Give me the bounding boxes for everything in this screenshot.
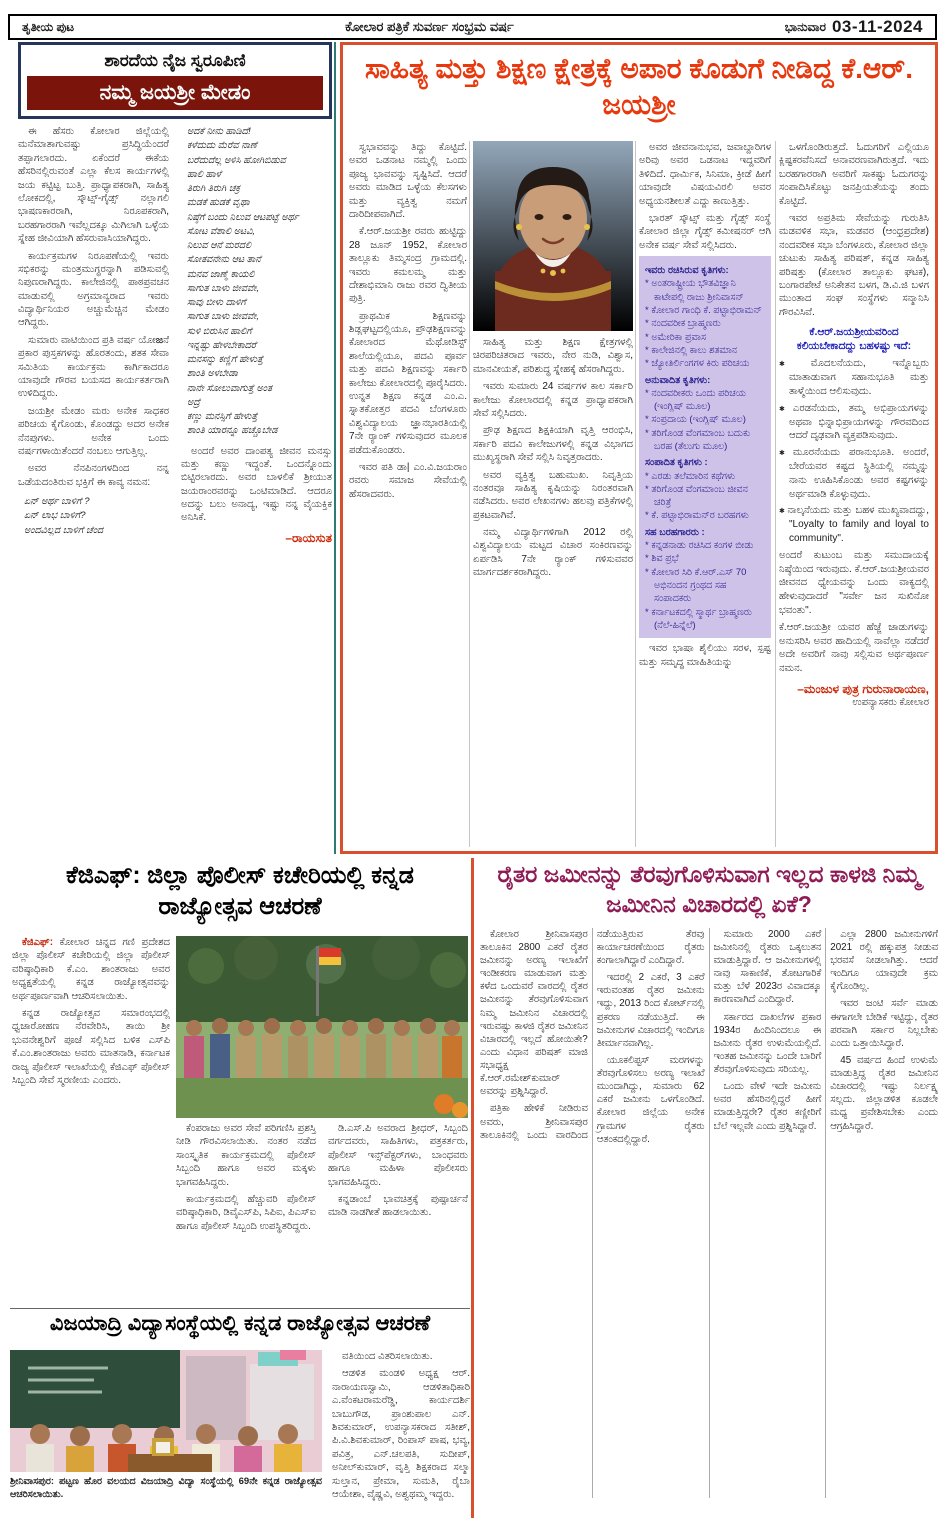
works-entry: * ಕಾಲೇಜಿನಲ್ಲಿ ಕಾಲು ಶತಮಾನ — [645, 344, 766, 357]
paragraph: 45 ವರ್ಷದ ಹಿಂದೆ ಉಳುಮೆ ಮಾಡುತ್ತಿದ್ದ ರೈತರ ಜಮೀನಿನ ವಿಚಾರದಲ್ಲಿ ಇಷ್ಟು ನಿರ್ಲಕ್ಷ್ಯ ಸಲ್ಲದು. ಜಿಲ್ಲಾಡಳಿತ ಕೂಡಲೇ ಮಧ್ಯ ಪ್ರವೇಶಿಸಬೇಕು ಎಂದು ಆಗ್ರಹಿಸಿದ್ದಾರೆ. — [830, 1054, 938, 1132]
paragraph: ಪತ್ರಿಕಾ ಹೇಳಿಕೆ ನೀಡಿರುವ ಅವರು, ಶ್ರೀನಿವಾಸಪುರ ತಾಲೂಕಿನಲ್ಲಿ ಒಂದು ವಾರದಿಂದ ನಡೆಯುತ್ತಿರುವ ತೆರವು ಕಾರ್ಯಾಚರಣೆಯಿಂದ ರೈತರು ಕಂಗಾಲಾಗಿದ್ದಾರೆ ಎಂದಿದ್ದಾರೆ. — [480, 928, 705, 1141]
works-list-box — [639, 256, 771, 638]
paragraph: ಒಂದು ವೇಳೆ ಇದೇ ಜಮೀನು ಅವರ ಹೆಸರಿನಲ್ಲಿದ್ದರೆ ಹೀಗೆ ಮಾಡುತ್ತಿದ್ದರೇ? ರೈತರ ಕಣ್ಣೀರಿಗೆ ಬೆಲೆ ಇಲ್ಲವೇ ಎಂದು ಪ್ರಶ್ನಿಸಿದ್ದಾರೆ. — [713, 1081, 822, 1132]
poem-line: ನಾನೇ ಸೋಲುವಾಗುತ್ತೆ ಅಂತ — [187, 382, 273, 394]
main-article — [340, 42, 938, 854]
main-column-1 — [349, 141, 467, 847]
closing-paragraph: ಕೆ.ಆರ್.ಜಯಶ್ರೀ ಯವರ ಹೆಜ್ಜೆ ಜಾಡುಗಳನ್ನು ಅನುಸರಿಸಿ ಅವರ ಹಾದಿಯಲ್ಲಿ ನಾವೆಲ್ಲಾ ನಡೆದರೆ ಅದೇ ಅವರಿಗೆ ನಾವು ಸಲ್ಲಿಸುವ ಅರ್ಥಪೂರ್ಣ ನಮನ. — [779, 621, 929, 675]
paragraph: ಅವರ ವ್ಯಕ್ತಿತ್ವ ಬಹುಮುಖ. ನಿವೃತ್ತಿಯ ನಂತರವೂ ಸಾಹಿತ್ಯ ಕೃಷಿಯನ್ನು ನಿರಂತರವಾಗಿ ನಡೆಸಿದರು. ಅವರ ಲೇಖನಗಳು ಹಲವು ಪತ್ರಿಕೆಗಳಲ್ಲಿ ಪ್ರಕಟವಾಗಿವೆ. — [473, 469, 633, 521]
column-rule — [469, 141, 470, 847]
works-entry: * ಕನ್ನಡನಾಡು ರಚಿಸಿದ ಕಂಗಳ ಬೀಡು — [645, 539, 766, 552]
works-entry: * ಕೋಲಾರ ಸಿರಿ ಕೆ.ಆರ್.ಎಸ್ 70 ಅಭಿನಂದನ ಗ್ರಂಥದ ಸಹ ಸಂಪಾದಕರು — [645, 566, 766, 606]
column3-tail: ಇವರ ಭಾಷಾ ಶೈಲಿಯು ಸರಳ, ಸ್ಪಷ್ಟ ಮತ್ತು ಸಮೃದ್ಧ ಮಾಹಿತಿಯನ್ನು — [639, 643, 771, 668]
masthead-center-label: ಕೋಲಾರ ಪತ್ರಿಕೆ ಸುವರ್ಣ ಸಂಭ್ರಮ ವರ್ಷ — [345, 19, 514, 34]
kgf-headline: ಕೆಜಿಎಫ್: ಜಿಲ್ಲಾ ಪೊಲೀಸ್ ಕಚೇರಿಯಲ್ಲಿ ಕನ್ನಡ ರಾಜ್ಯೋತ್ಸವ ಆಚರಣೆ — [66, 862, 414, 921]
paragraph: ಇದರಲ್ಲಿ 2 ಎಕರೆ, 3 ಎಕರೆ ಇರುವಂತಹ ರೈತರ ಜಮೀನು ಇದ್ದು, 2013 ರಿಂದ ಕೋರ್ಟ್‌ನಲ್ಲಿ ಪ್ರಕರಣ ನಡೆಯುತ್ತಿದೆ. ಈ ಜಮೀನುಗಳ ವಿಚಾರದಲ್ಲಿ ಇಂದಿಗೂ ತೀರ್ಮಾನವಾಗಿಲ್ಲ. — [596, 972, 705, 1049]
page-number-label: ತೃತೀಯ ಪುಟ — [22, 19, 75, 34]
tribute-title: ನಮ್ಮ ಜಯಶ್ರೀ ಮೇಡಂ — [27, 76, 323, 110]
paragraphs — [349, 141, 467, 501]
paragraphs — [639, 141, 771, 252]
poem-line: ಸಾಗುತ ಬಾಳು ಜೀವವೇ, — [187, 282, 259, 294]
paragraph: ಯೂಕಲಿಪ್ಟಸ್ ಮರಗಳನ್ನು ತೆರವುಗೊಳಿಸಲು ಅರಣ್ಯ ಇಲಾಖೆ ಮುಂದಾಗಿದ್ದು, ಸುಮಾರು 62 ಎಕರೆ ಜಮೀನು ಒಳಗೊಂಡಿದೆ. ಕೋಲಾರ ಜಿಲ್ಲೆಯ ಅನೇಕ ಗ್ರಾಮಗಳ ರೈತರು ಆತಂಕದಲ್ಲಿದ್ದಾರೆ. — [596, 1054, 705, 1145]
paragraph: ಕೋಲಾರ ಶ್ರೀನಿವಾಸಪುರ ತಾಲೂಕಿನ 2800 ಎಕರೆ ರೈತರ ಜಮೀನನ್ನು ಅರಣ್ಯ ಇಲಾಖೆಗೆ ಇಂಡೀಕರಣ ಮಾಡುವಾಗ ಮತ್ತು ಕಳೆದ ಒಂದುವರೆ ವಾರದಲ್ಲಿ ರೈತರ ಜಮೀನನ್ನು ತೆರವುಗೊಳಿಸುವಾಗ ನಿಮ್ಮ ಜಮೀನಿನ ವಿಚಾರದಲ್ಲಿ ಇರುವಷ್ಟು ಕಾಳಜಿ ರೈತರ ಜಮೀನಿನ ವಿಚಾರದಲ್ಲಿ ಇಲ್ಲದೆ ಹೋಯಿತೇ? ಎಂದು ವಿಧಾನ ಪರಿಷತ್ ಮಾಜಿ ಸಭಾಧ್ಯಕ್ಷ ಕೆ.ಆರ್.ರಮೇಶ್‌ಕುಮಾರ್ ಅವರನ್ನು ಪ್ರಶ್ನಿಸಿದ್ದಾರೆ. — [480, 928, 588, 1098]
poem-line: ಬರೆದುದೆಲ್ಲ ಅಳಿಸಿ ಹೋಗಿಬಿಡುವ — [187, 154, 286, 166]
paragraph: ಒಳಗೊಂಡಿರುತ್ತದೆ. ಓದುಗರಿಗೆ ಎಲ್ಲಿಯೂ ಕ್ಲಿಷ್ಟಕರವೆನಿಸದೆ ಅನಾವರಣವಾಗಿರುತ್ತದೆ. ಇದು ಬರಹಗಾರರಾಗಿ ಅವರಿಗೆ ಸಾಕಷ್ಟು ಓದುಗರನ್ನು ಸಂಪಾದಿಸಿಕೊಟ್ಟು ಜನಪ್ರಿಯತೆಯನ್ನು ತಂದು ಕೊಟ್ಟಿದೆ. — [779, 142, 929, 207]
paragraphs — [176, 1122, 468, 1233]
paragraph: ಆಡಳಿತ ಮಂಡಳಿ ಅಧ್ಯಕ್ಷ ಆರ್. ನಾರಾಯಣಸ್ವಾಮಿ, ಆಡಳಿತಾಧಿಕಾರಿ ಎ.ವೆಂಕಟರಾಮರೆಡ್ಡಿ, ಕಾರ್ಯದರ್ಶಿ ಬಾಬುಗೌಡ, ಪ್ರಾಂಶುಪಾಲ ಎನ್. ಶಿವಕುಮಾರ್, ಉಪನ್ಯಾಸಕರಾದ ಸತೀಶ್, ಪಿ.ವಿ.ಶಿವಕುಮಾರ್, ರಿಂಪಾಸ್ ಪಾಷ, ಭವ್ಯ, ಪವಿತ್ರ, ಎನ್.ಚಲಪತಿ, ಸುದೀಪ್, ಅನೀಲ್‌ಕುಮಾರ್, ವೃತ್ತಿ ಶಿಕ್ಷಕರಾದ ಸಲ್ಮಾ ಸುಲ್ತಾನ, ಪ್ರೇಮಾ, ಸುಮತಿ, ರೈಬಾ ಆಯೇಶಾ, ವೈಷ್ಣವಿ, ಅಶ್ವಥಮ್ಮ ಇದ್ದರು. — [332, 1368, 470, 1500]
masthead-date — [785, 17, 923, 37]
works-entry: * ಎರಡು ತಲೆಮಾರಿನ ಕಥೆಗಳು — [645, 470, 766, 483]
main-signature: –ಮಂಜುಳ ಪುತ್ರ ಗುರುನಾರಾಯಣ, — [797, 681, 929, 696]
police-group-photo — [176, 936, 468, 1118]
paragraph: ಕನ್ನಡಾಂಬೆ ಭಾವಚಿತ್ರಕ್ಕೆ ಪುಷ್ಪಾರ್ಚನೆ ಮಾಡಿ ನಾಡಗೀತೆ ಹಾಡಲಾಯಿತು. — [328, 1193, 468, 1219]
paragraph: ಕಾರ್ಯಕ್ರಮದಲ್ಲಿ ಹೆಚ್ಚುವರಿ ಪೊಲೀಸ್ ವರಿಷ್ಠಾಧಿಕಾರಿ, ಡಿವೈಎಸ್‌ಪಿ, ಸಿಪಿಐ, ಪಿಎಸ್‌ಐ ಹಾಗೂ ಪೊಲೀಸ್ ಸಿಬ್ಬಂದಿ ಉಪಸ್ಥಿತರಿದ್ದರು. — [176, 1193, 316, 1232]
school-right-column — [332, 1350, 470, 1518]
dateline: ಕೆಜಿಎಫ್: — [22, 937, 54, 948]
paragraph: ಭಾರತ್ ಸ್ಕೌಟ್ಸ್ ಮತ್ತು ಗೈಡ್ಸ್ ಸಂಸ್ಥೆ ಕೋಲಾರ ಜಿಲ್ಲಾ ಗೈಡ್ಸ್ ಕಮೀಷನರ್ ಆಗಿ ಅನೇಕ ವರ್ಷ ಸೇವೆ ಸಲ್ಲಿಸಿದರು. — [639, 212, 771, 251]
works-entry: * ಸಂಪ್ರದಾಯ (ಇಂಗ್ಲಿಷ್ ಮೂಲ) — [645, 413, 766, 426]
works-entry: * ಅಂತರಾಷ್ಟ್ರೀಯ ಭೌತವಿಜ್ಞಾನಿ ಕಾಟೇಪಲ್ಲಿ ರಾಜು ಶ್ರೀನಿವಾಸನ್ — [645, 277, 766, 304]
main-column-2 — [473, 141, 633, 847]
poem-line: ಮಡಕೆ ಹುಡಕೆ ವೃಥಾ — [187, 197, 250, 209]
poem-line: ಮನವ ಜಾಣ್ಮೆ ಕಾಯಲಿ — [187, 268, 255, 280]
poem-line: ಏನ್ ಲಾಭ ಬಾಳಿಗೆ? — [24, 510, 86, 522]
main-article-body — [343, 141, 935, 851]
lead-paragraph — [12, 936, 170, 1003]
paragraphs — [332, 1350, 470, 1501]
school-headline: ವಿಜಯಾದ್ರಿ ವಿದ್ಯಾಸಂಸ್ಥೆಯಲ್ಲಿ ಕನ್ನಡ ರಾಜ್ಯೋತ್ಸವ ಆಚರಣೆ — [49, 1312, 431, 1335]
paragraph: ಡಿ.ಎಸ್.ಪಿ ಅವರಾದ ಶ್ರೀಧರ್, ಸಿಬ್ಬಂದಿ ವರ್ಗದವರು, ಸಾಹಿತಿಗಳು, ಪತ್ರಕರ್ತರು, ಪೊಲೀಸ್ ಇನ್ಸ್‌ಪೆಕ್ಟರ್‌ಗಳು, ಬಾಂಧವರು ಹಾಗೂ ಮಹಿಳಾ ಪೊಲೀಸರು ಭಾಗವಹಿಸಿದ್ದರು. — [328, 1123, 468, 1188]
tribute-closing — [181, 445, 332, 525]
vertical-divider — [334, 42, 336, 854]
paragraph: ಇವರು ಸುಮಾರು 24 ವರ್ಷಗಳ ಕಾಲ ಸರ್ಕಾರಿ ಕಾಲೇಜು ಕೋಲಾರದಲ್ಲಿ ಕನ್ನಡ ಪ್ರಾಧ್ಯಾಪಕರಾಗಿ ಸೇವೆ ಸಲ್ಲಿಸಿದರು. — [473, 381, 633, 419]
paragraph: ಕನ್ನಡ ರಾಜ್ಯೋತ್ಸವ ಸಮಾರಂಭದಲ್ಲಿ ಧ್ವಜಾರೋಹಣ ನೆರವೇರಿಸಿ, ತಾಯಿ ಶ್ರೀ ಭುವನೇಶ್ವರಿಗೆ ಪೂಜೆ ಸಲ್ಲಿಸಿದ ಬಳಿಕ ಎಸ್‌ಪಿ ಕೆ.ಎಂ.ಶಾಂತರಾಜು ಅವರು ಮಾತನಾಡಿ, ಕರ್ನಾಟಕ ರಾಜ್ಯ ಪೊಲೀಸ್ ಇಲಾಖೆಯಲ್ಲಿ ಕೆಜಿಎಫ್ ಪೊಲೀಸ್ ಸಿಬ್ಬಂದಿ ಸೇವೆ ಸ್ಮರಣೀಯ ಎಂದರು. — [12, 1007, 170, 1086]
paragraph: ಇವರ ಅಪ್ರತಿಮ ಸೇವೆಯನ್ನು ಗುರುತಿಸಿ ಮಡವಳಿಕ ಸಭಾ, ಮಡವರ (ಆಂಧ್ರಪ್ರದೇಶ) ನಂದವರೀಕ ಸಭಾ ಬೆಂಗಳೂರು, ಕೋಲಾರ ಜಿಲ್ಲಾ ಚುಟುಕು ಸಾಹಿತ್ಯ ಪರಿಷತ್, ಕನ್ನಡ ಸಾಹಿತ್ಯ ಪರಿಷತ್ತು (ಕೋಲಾರ ತಾಲ್ಲೂಕು ಘಟಕ), ಬಂಗಾರಪೇಟೆ ಅನಿಕೇತನ ಬಳಗ, ಡಿ.ವಿ.ಜಿ ಬಳಗ ಮುಂತಾದ ಸಂಘ ಸಂಸ್ಥೆಗಳು ಸನ್ಮಾನಿಸಿ ಗೌರವಿಸಿವೆ. — [779, 212, 929, 318]
poem-line: ಕಳೆದುದು ಮೆರೆವ ನಾಣೆ — [187, 140, 257, 152]
poem-line: ಅದಕೆ ನೀನು ಹಾಡಿದೆ! — [187, 126, 251, 137]
paragraph: ಇವರ ಪತಿ ಡಾ| ಎಂ.ವಿ.ಜಯರಾಂ ರವರು ಸಮಾಜ ಸೇವೆಯಲ್ಲಿ ಹೆಸರಾದವರು. — [349, 461, 467, 500]
works-entry: ಅನುವಾದಿತ ಕೃತಿಗಳು: — [645, 374, 711, 386]
main-column-3 — [639, 141, 771, 847]
poem-line: ಶಾಂತಿ ಯಾರನ್ನೂ ಹಚ್ಚೊಬೇಡ — [187, 425, 278, 437]
paragraph: ಸುಮಾರು 2000 ಎಕರೆ ಜಮೀನಿನಲ್ಲಿ ರೈತರು ಒಕ್ಕಲುತನ ಮಾಡುತ್ತಿದ್ದಾರೆ. ಆ ಜಮೀನುಗಳಲ್ಲಿ ನಾವು ಸಾಕಾಣಿಕೆ, ತೋಟಗಾರಿಕೆ ಮತ್ತು ಬೆಳೆ 2023ರ ವಿವಾದಕ್ಕೂ ಕಾರಣವಾಗಿದೆ ಎಂದಿದ್ದಾರೆ. — [713, 928, 822, 1006]
tribute-kicker: ಶಾರದೆಯ ನೈಜ ಸ್ವರೂಪಿಣಿ — [104, 51, 246, 70]
day-label: ಭಾನುವಾರ — [784, 19, 826, 34]
poem-line: ಇನ್ನಷ್ಟು ಹೇಳಬೇಕಾದರೆ — [187, 339, 257, 351]
red-vertical-divider — [471, 858, 474, 1518]
paragraph: ಅವರ ನೆನಪಿನಂಗಳದಿಂದ ನನ್ನ ಒಡೆಯದಂತಿರುವ ಭಕ್ತಿಗೆ ಈ ಕಾವ್ಯ ನಮನ: — [18, 463, 169, 488]
tribute-body — [18, 125, 332, 837]
horizontal-divider — [10, 1308, 470, 1309]
poem-line: ಅದ್ರೆ — [187, 396, 201, 408]
works-entry: ಸಂಪಾದಿತ ಕೃತಿಗಳು : — [645, 457, 708, 469]
paragraphs — [473, 336, 633, 580]
lesson-item: ✱ ಮೂರನೆಯದು ಪರಾನುಭೂತಿ. ಅಂದರೆ, ಬೇರೆಯವರ ಕಷ್ಟದ ಸ್ಥಿತಿಯಲ್ಲಿ ನಮ್ಮನ್ನು ನಾನು ಊಹಿಸಿಕೊಂಡು ಅವರ ಕಷ್ಟಗಳನ್ನು ಅರ್ಥಮಾಡಿ ಕೊಳ್ಳುವುದು. — [779, 446, 929, 501]
paragraphs — [779, 141, 929, 319]
kgf-column-1 — [12, 936, 170, 1306]
tribute-headline-box — [18, 42, 332, 119]
paragraphs — [12, 1007, 170, 1087]
masthead — [8, 14, 937, 40]
lesson-item: ✱ ನಾಲ್ಕನೆಯದು ಮತ್ತು ಬಹಳ ಮುಖ್ಯವಾದದ್ದು, "Loyalty to family and loyal to community". — [779, 504, 929, 545]
tribute-signature: –ರಾಯಸುತ — [285, 530, 332, 545]
works-entry: * ಕೆ. ಪಟ್ಟಾಭಿರಾಮನ್‌ರ ಬರಹಗಳು — [645, 509, 766, 522]
paragraph: ಅಂದರೆ ಅವರ ದಾಂಪತ್ಯ ಜೀವನ ಮನಸ್ಸು ಮತ್ತು ಕಣ್ಣು ಇದ್ದಂತೆ. ಒಂದನ್ನೊಂದು ಬಿಟ್ಟಿರಲಾರದು. ಅವರ ಬಾಳಲಿಕೆ ಶ್ರೀಯುತ ಜಯರಾಂರವರನ್ನು ಒಂಟಿಮಾಡಿದೆ. ಆದರೂ ಅದನ್ನು ಬಲು ಅನಾದ್ಯ, ಇಷ್ಟು ನನ್ನ ವೈಯಕ್ತಿಕ ಅನಿಸಿಕೆ. — [181, 445, 332, 524]
paragraph: ಕೆ.ಆರ್.ಜಯಶ್ರೀ ರವರು ಹುಟ್ಟಿದ್ದು 28 ಜೂನ್ 1952, ಕೋಲಾರ ತಾಲ್ಲೂಕು ತಿಮ್ಮಸಂದ್ರ ಗ್ರಾಮದಲ್ಲಿ. ಇವರು ಕಮಲಮ್ಮ ಮತ್ತು ದೇಶಾಭಿಮಾನಿ ರಾಜು ರವರ ದ್ವಿತೀಯ ಪುತ್ರಿ. — [349, 226, 467, 305]
poem-line: ಸಾಗುತ ಬಾಳು ಜೀವವೇ, — [187, 311, 259, 323]
works-entry: * ನಂದವರೀಕ ಬ್ರಾಹ್ಮಣರು — [645, 317, 766, 330]
works-entry: * ಜ್ಯೋತಿರ್ಲಿಂಗಗಳ ಕಿರು ಪರಿಚಯ — [645, 357, 766, 370]
column-rule — [775, 141, 776, 847]
works-entry: * ತರಿಗೊಂಡ ವೆಂಗಮಾಂಬ ಬದುಕು ಬರಹ (ತೆಲುಗು ಮೂಲ) — [645, 427, 766, 454]
farmers-body — [480, 928, 938, 1498]
poem-line: ಅಂದವಿಲ್ಲದ ಬಾಳಿಗೆ ಚೆಂದ — [24, 524, 104, 536]
jayashree-portrait-photo — [473, 141, 633, 331]
kgf-article — [10, 858, 470, 1306]
poem-line: ನಿಷ್ಠೆಗೆ ಬಂದು ನಿಲುವ ಆಟಪಟ್ಟೆ ಅರ್ಥ — [187, 211, 299, 223]
paragraph: ಈ ಹೆಸರು ಕೋಲಾರ ಜಿಲ್ಲೆಯಲ್ಲಿ ಮನೆಮಾತಾಗುವಷ್ಟು ಪ್ರಸಿದ್ಧಿಯೆಂದರೆ ತಪ್ಪಾಗಲಾರದು. ಏಕೆಂದರೆ ಈಕೆಯ ಹೆಸರಿನಲ್ಲಿರುವಂತೆ ಎಲ್ಲಾ ಕೆಲಸ ಕಾರ್ಯಗಳಲ್ಲಿ ಜಯ ಕಟ್ಟಿಟ್ಟ ಬುತ್ತಿ. ಪ್ರಾಧ್ಯಾಪಕರಾಗಿ, ಸಾಹಿತ್ಯ ಲೋಕದಲ್ಲಿ, ಸ್ಕೌಟ್ಸ್-ಗೈಡ್ಸ್ ನಲ್ಲಾಗಲಿ ಭಾಷಣಕಾರರಾಗಿ, ನಿರೂಪಕರಾಗಿ, ಬರಹಗಾರರಾಗಿ ಇವೆಲ್ಲದಕ್ಕೂ ಮಿಗಿಲಾಗಿ ಒಳ್ಳೆಯ ಸ್ನೇಹ ಜೀವಿಯಾಗಿ ಹೆಸರುವಾಸಿಯಾಗಿದ್ದರು. — [18, 126, 169, 245]
lessons-list — [779, 357, 929, 545]
paragraph: ಸರ್ಕಾರದ ದಾಖಲೆಗಳ ಪ್ರಕಾರ 1934ರ ಹಿಂದಿನಿಂದಲೂ ಈ ಜಮೀನು ರೈತರ ಉಳುಮೆಯಲ್ಲಿದೆ. ಇಂತಹ ಜಮೀನನ್ನು ಒಂದೇ ಬಾರಿಗೆ ತೆರವುಗೊಳಿಸುವುದು ಸರಿಯಲ್ಲ. — [713, 1011, 822, 1076]
school-event-photo — [10, 1350, 322, 1472]
paragraph: ಇವರ ಜಂಟಿ ಸರ್ವೆ ಮಾಡು ಈಗಾಗಲೇ ಬೇಡಿಕೆ ಇಟ್ಟಿದ್ದು, ರೈತರ ಪರವಾಗಿ ಸರ್ಕಾರ ನಿಲ್ಲಬೇಕು ಎಂದು ಒತ್ತಾಯಿಸಿದ್ದಾರೆ. — [830, 998, 938, 1049]
tribute-paragraphs — [18, 125, 169, 489]
works-entries — [645, 264, 766, 632]
paragraph: ಪ್ರೌಢ ಶಿಕ್ಷಣದ ಶಿಕ್ಷಕಿಯಾಗಿ ವೃತ್ತಿ ಆರಂಭಿಸಿ, ಸರ್ಕಾರಿ ಪದವಿ ಕಾಲೇಜುಗಳಲ್ಲಿ ಕನ್ನಡ ವಿಭಾಗದ ಮುಖ್ಯಸ್ಥರಾಗಿ ಸೇವೆ ಸಲ್ಲಿಸಿ ನಿವೃತ್ತರಾದರು. — [473, 425, 633, 464]
poem-line: ಸೋಟ ವೆಶಾಲಿ ಅಟವಿ, — [187, 225, 256, 237]
lesson-item: ✱ ಮೊದಲನೆಯದು, ಇನ್ನೊಬ್ಬರು ಮಾತಾಡುವಾಗ ಸಹಾನುಭೂತಿ ಮತ್ತು ತಾಳ್ಮೆಯಿಂದ ಆಲಿಸುವುದು. — [779, 357, 929, 398]
main-headline: ಸಾಹಿತ್ಯ ಮತ್ತು ಶಿಕ್ಷಣ ಕ್ಷೇತ್ರಕ್ಕೆ ಅಪಾರ ಕೊಡುಗೆ ನೀಡಿದ್ದ ಕೆ.ಆರ್. ಜಯಶ್ರೀ — [364, 53, 914, 121]
poem-line: ಏನ್ ಅರ್ಥ ಬಾಳಿಗೆ ? — [24, 496, 90, 508]
works-entry: * ಅಮೇರಿಕಾ ಪ್ರವಾಸ — [645, 331, 766, 344]
poem-line: ಸುಳಿ ಬಿರುಸಿನ ಹಾಲಿಗೆ — [187, 325, 252, 337]
poem-line: ಕಣ್ಣು ಮನಸ್ಸಿಗೆ ಹೇಳುತ್ತೆ — [187, 411, 258, 422]
column-rule — [635, 141, 636, 847]
paragraph: ಸಾಹಿತ್ಯ ಮತ್ತು ಶಿಕ್ಷಣ ಕ್ಷೇತ್ರಗಳಲ್ಲಿ ಚಿರಪರಿಚಿತರಾದ ಇವರು, ನೇರ ನುಡಿ, ವಿಶ್ವಾಸ, ಮಾನವೀಯತೆ, ಪರಿಶುದ್ಧ ಸ್ನೇಹಕ್ಕೆ ಹೆಸರಾಗಿದ್ದರು. — [473, 337, 633, 375]
poem-line: ನಿಲುವ ಆನೆ ಮರದಲಿ — [187, 240, 252, 251]
farmers-article — [480, 858, 938, 1518]
poem-line: ಸಾವು ಬೀಳು ದಾಳಿಗೆ — [187, 297, 246, 308]
poem-line: ತಿರುಗಿ ತಿರುಗಿ ಚಕ್ರ — [187, 183, 240, 194]
lesson-item: ✱ ಎರಡನೆಯದು, ತಮ್ಮ ಅಭಿಪ್ರಾಯಗಳನ್ನು ಅಥವಾ ಭಿನ್ನಾಭಿಪ್ರಾಯಗಳನ್ನು ಗೌರವದಿಂದ ಆದರೆ ದೃಢವಾಗಿ ವ್ಯಕ್ತಪಡಿಸುವುದು. — [779, 402, 929, 443]
paragraph: ವತಿಯಿಂದ ವಿತರಿಸಲಾಯಿತು. — [342, 1351, 433, 1362]
paragraph: ಅವರ ಜೀವನಾನುಭವ, ಜವಾಬ್ದಾರಿಗಳ ಅರಿವು ಅವರ ಒಡನಾಟ ಇದ್ದವರಿಗೆ ತಿಳಿದಿದೆ. ಧಾರ್ಮಿಕ, ಸಿನಿಮಾ, ಕ್ರೀಡೆ ಹೀಗೆ ಯಾವುದೇ ವಿಷಯವಿರಲಿ ಅವರ ಅಧ್ಯಯನಶೀಲತೆ ಎದ್ದು ಕಾಣುತ್ತಿತ್ತು. — [639, 142, 771, 207]
works-entry: * ನಂದವರೀಕರು ಒಂದು ಪರಿಚಯ (ಇಂಗ್ಲಿಷ್ ಮೂಲ) — [645, 387, 766, 414]
works-entry: * ಕೋಲಾರ ಗಾಂಧಿ ಕೆ. ಪಟ್ಟಾಭಿರಾಮನ್ — [645, 304, 766, 317]
works-entry: * ತರಿಗೊಂಡ ವೆಂಗಮಾಂಬ ಜೀವನ ಚರಿತ್ರೆ — [645, 483, 766, 510]
poem-line: ಮನಸನ್ನು ಕಣ್ಣಿಗೆ ಹೇಳುತ್ತೆ — [187, 354, 264, 365]
kgf-under-photo-columns — [176, 1122, 468, 1306]
paragraph: ನಮ್ಮ ವಿದ್ಯಾರ್ಥಿಗಳಿಗಾಗಿ 2012 ರಲ್ಲಿ ವಿಶ್ವವಿದ್ಯಾಲಯ ಮಟ್ಟದ ವಿಚಾರ ಸಂಕಿರಣವನ್ನು ಏರ್ಪಡಿಸಿ 7ನೇ ರ‍್ಯಾಂಕ್ ಗಳಿಸುವವರ ಮಾರ್ಗದರ್ಶಕರಾಗಿದ್ದರು. — [473, 527, 633, 579]
lessons-heading: ಕೆ.ಆರ್.ಜಯಶ್ರೀಯವರಿಂದ ಕಲಿಯಬೇಕಾದದ್ದು ಬಹಳಷ್ಟು ಇದೆ: — [796, 326, 912, 353]
paragraph: ಎಲ್ಲಾ 2800 ಜಮೀನುಗಳಿಗೆ 2021 ರಲ್ಲಿ ಹಕ್ಕುಪತ್ರ ನೀಡುವ ಭರವಸೆ ನೀಡಲಾಗಿತ್ತು. ಆದರೆ ಇಂದಿಗೂ ಯಾವುದೇ ಕ್ರಮ ಕೈಗೊಂಡಿಲ್ಲ. — [830, 928, 938, 993]
paragraph: ಪ್ರಾಥಮಿಕ ಶಿಕ್ಷಣವನ್ನು ಶಿಡ್ಲಘಟ್ಟದಲ್ಲಿಯೂ, ಪ್ರೌಢಶಿಕ್ಷಣವನ್ನು ಕೋಲಾರದ ಮೆಥೋಡಿಸ್ಟ್ ಶಾಲೆಯಲ್ಲಿಯೂ, ಪದವಿ ಪೂರ್ವ ಮತ್ತು ಪದವಿ ಶಿಕ್ಷಣವನ್ನು ಸರ್ಕಾರಿ ಕಾಲೇಜು ಕೋಲಾರದಲ್ಲಿ ಪೂರೈಸಿದರು. ಉನ್ನತ ಶಿಕ್ಷಣ ಕನ್ನಡ ಎಂ.ಎ. ಸ್ನಾತಕೋತ್ತರ ಪದವಿ ಬೆಂಗಳೂರು ವಿಶ್ವವಿದ್ಯಾಲಯ ಜ್ಞಾನಭಾರತಿಯಲ್ಲಿ 7ನೇ ರ‍್ಯಾಂಕ್ ಗಳಿಸುವುದರ ಮೂಲಕ ಪಡೆದುಕೊಂಡರು. — [349, 310, 467, 456]
works-entry: * ಕರ್ನಾಟಕದಲ್ಲಿ ಸ್ಮಾರ್ಥ ಬ್ರಾಹ್ಮಣರು (ನೆಲೆ-ಹಿನ್ನೆಲೆ) — [645, 606, 766, 633]
poem-line: ಸೋತವನೇನು ಆಟ ತಾನೆ — [187, 254, 261, 266]
poem-line: ಶಾಂತಿ ಅಳಬೇಡಾ — [187, 368, 238, 380]
works-entry: ಸಹ ಬರಹಗಾರರು : — [645, 526, 705, 538]
poem-line: ಹಾಲಿ ಹಾಳೆ — [187, 168, 222, 180]
date-value: 03-11-2024 — [831, 17, 923, 36]
school-article — [10, 1312, 470, 1518]
quote-paragraph: ಅಂದರೆ ಕುಟುಂಬ ಮತ್ತು ಸಮುದಾಯಕ್ಕೆ ನಿಷ್ಠೆಯಿಂದ ಇರುವುದು. ಕೆ.ಆರ್.ಜಯಶ್ರೀಯವರ ಜೀವನದ ಧ್ಯೇಯವನ್ನು ಒಂದು ವಾಕ್ಯದಲ್ಲಿ ಹೇಳುವುದಾದರೆ "ಸರ್ವೇ ಜನ ಸುಖಿನೋ ಭವಂತು". — [779, 549, 929, 616]
lead-text: ಕೋಲಾರ ಚಿನ್ನದ ಗಣಿ ಪ್ರದೇಶದ ಜಿಲ್ಲಾ ಪೊಲೀಸ್ ಕಚೇರಿಯಲ್ಲಿ ಜಿಲ್ಲಾ ಪೊಲೀಸ್ ವರಿಷ್ಠಾಧಿಕಾರಿ ಕೆ.ಎಂ. ಶಾಂತರಾಜು ಅವರ ಅಧ್ಯಕ್ಷತೆಯಲ್ಲಿ ಕನ್ನಡ ರಾಜ್ಯೋತ್ಸವವನ್ನು ಅರ್ಥಪೂರ್ಣವಾಗಿ ಆಚರಿಸಲಾಯಿತು. — [12, 937, 170, 1002]
paragraph: ಕಾರ್ಯಕ್ರಮಗಳ ನಿರೂಪಣೆಯಲ್ಲಿ ಇವರು ಸಭಿಕರನ್ನು ಮಂತ್ರಮುಗ್ಧರನ್ನಾಗಿ ಪಡಿಸುವಲ್ಲಿ ನಿಪುಣರಾಗಿದ್ದರು. ಕಾಲೇಜಿನಲ್ಲಿ ಪಾಠಪ್ರವಚನ ಮಾಡುವಲ್ಲಿ ಅಗ್ರಮಾನ್ಯರಾದ ಇವರು ವಿದ್ಯಾರ್ಥಿನಿಯರ ಅಚ್ಚುಮೆಚ್ಚಿನ ಮೇಡಂ ಆಗಿದ್ದರು. — [18, 250, 169, 329]
paragraph: ಜಯಶ್ರೀ ಮೇಡಂ ಮರು ಅನೇಕ ಸಾಧಕರ ಪರಿಚಯ ಕೈಗೊಂಡು, ಕೊಂಡದ್ದು ಅದರ ಅನೇಕ ನೆನಪುಗಳು. ಅನೇಕ ಒಂದು ವರ್ಷಗಳಾಯಿತೆಂದರೆ ನಂಬಲು ಆಗುತ್ತಿಲ್ಲ. — [18, 405, 169, 457]
main-column-4 — [779, 141, 929, 847]
paragraph: ಕೆಂಪರಾಜು ಅವರ ಸೇವೆ ಪರಿಗಣಿಸಿ ಪ್ರಶಸ್ತಿ ನೀಡಿ ಗೌರವಿಸಲಾಯಿತು. ನಂತರ ನಡೆದ ಸಾಂಸ್ಕೃತಿಕ ಕಾರ್ಯಕ್ರಮದಲ್ಲಿ ಪೊಲೀಸ್ ಸಿಬ್ಬಂದಿ ಹಾಗೂ ಅವರ ಮಕ್ಕಳು ಭಾಗವಹಿಸಿದ್ದರು. — [176, 1123, 316, 1188]
school-photo-caption: ಶ್ರೀನಿವಾಸಪುರ: ಪಟ್ಟಣ ಹೊರ ವಲಯದ ವಿಜಯಾದ್ರಿ ವಿದ್ಯಾ ಸಂಸ್ಥೆಯಲ್ಲಿ 69ನೇ ಕನ್ನಡ ರಾಜ್ಯೋತ್ಸವ ಆಚರಿಸಲಾಯಿತು. — [10, 1476, 322, 1500]
farmers-headline: ರೈತರ ಜಮೀನನ್ನು ತೆರವುಗೊಳಿಸುವಾಗ ಇಲ್ಲದ ಕಾಳಜಿ ನಿಮ್ಮ ಜಮೀನಿನ ವಿಚಾರದಲ್ಲಿ ಏಕೆ? — [497, 861, 921, 917]
tribute-article — [18, 42, 332, 854]
paragraph: ಸುಮಾರು ವಾಟಿಯಿಂದ ಪ್ರತಿ ವರ್ಷ ಯೋజನೆ ಪ್ರಕಾರ ಪುಸ್ತಕಗಳನ್ನು ಹೊರತಂದು, ಶತಕ ಸೇವಾ ಸಮಿತಿಯ ಕಾರ್ಯಕ್ರಮ ಕಾರ್ಗಿಕಾದರೂ ಯಾವುದೇ ಗೌರವ ಬಯಸದ ಕಾರ್ಯಕರ್ತರಾಗಿ ಉಳಿದಿದ್ದರು. — [18, 334, 169, 400]
kgf-body — [10, 936, 470, 1306]
paragraph: ಸ್ವಭಾವವನ್ನು ತಿದ್ದು ಕೊಟ್ಟಿದೆ. ಅವರ ಒಡನಾಟ ನಮ್ಮಲ್ಲಿ ಒಂದು ಪೂಜ್ಯ ಭಾವವನ್ನು ಸೃಷ್ಟಿಸಿದೆ. ಆದರೆ ಅವರು ಮಾಡಿದ ಒಳ್ಳೆಯ ಕೆಲಸಗಳು ಮತ್ತು ವ್ಯಕ್ತಿತ್ವ ನಮಗೆ ದಾರಿದೀಪವಾಗಿದೆ. — [349, 142, 467, 220]
main-signature-role: ಉಪನ್ಯಾಸಕರು ಕೋಲಾರ — [852, 696, 929, 708]
works-entry: ಇವರು ರಚಿಸಿರುವ ಕೃತಿಗಳು: — [645, 265, 729, 277]
works-entry: * ಶಿವ ಪ್ರಭೆ — [645, 552, 766, 565]
